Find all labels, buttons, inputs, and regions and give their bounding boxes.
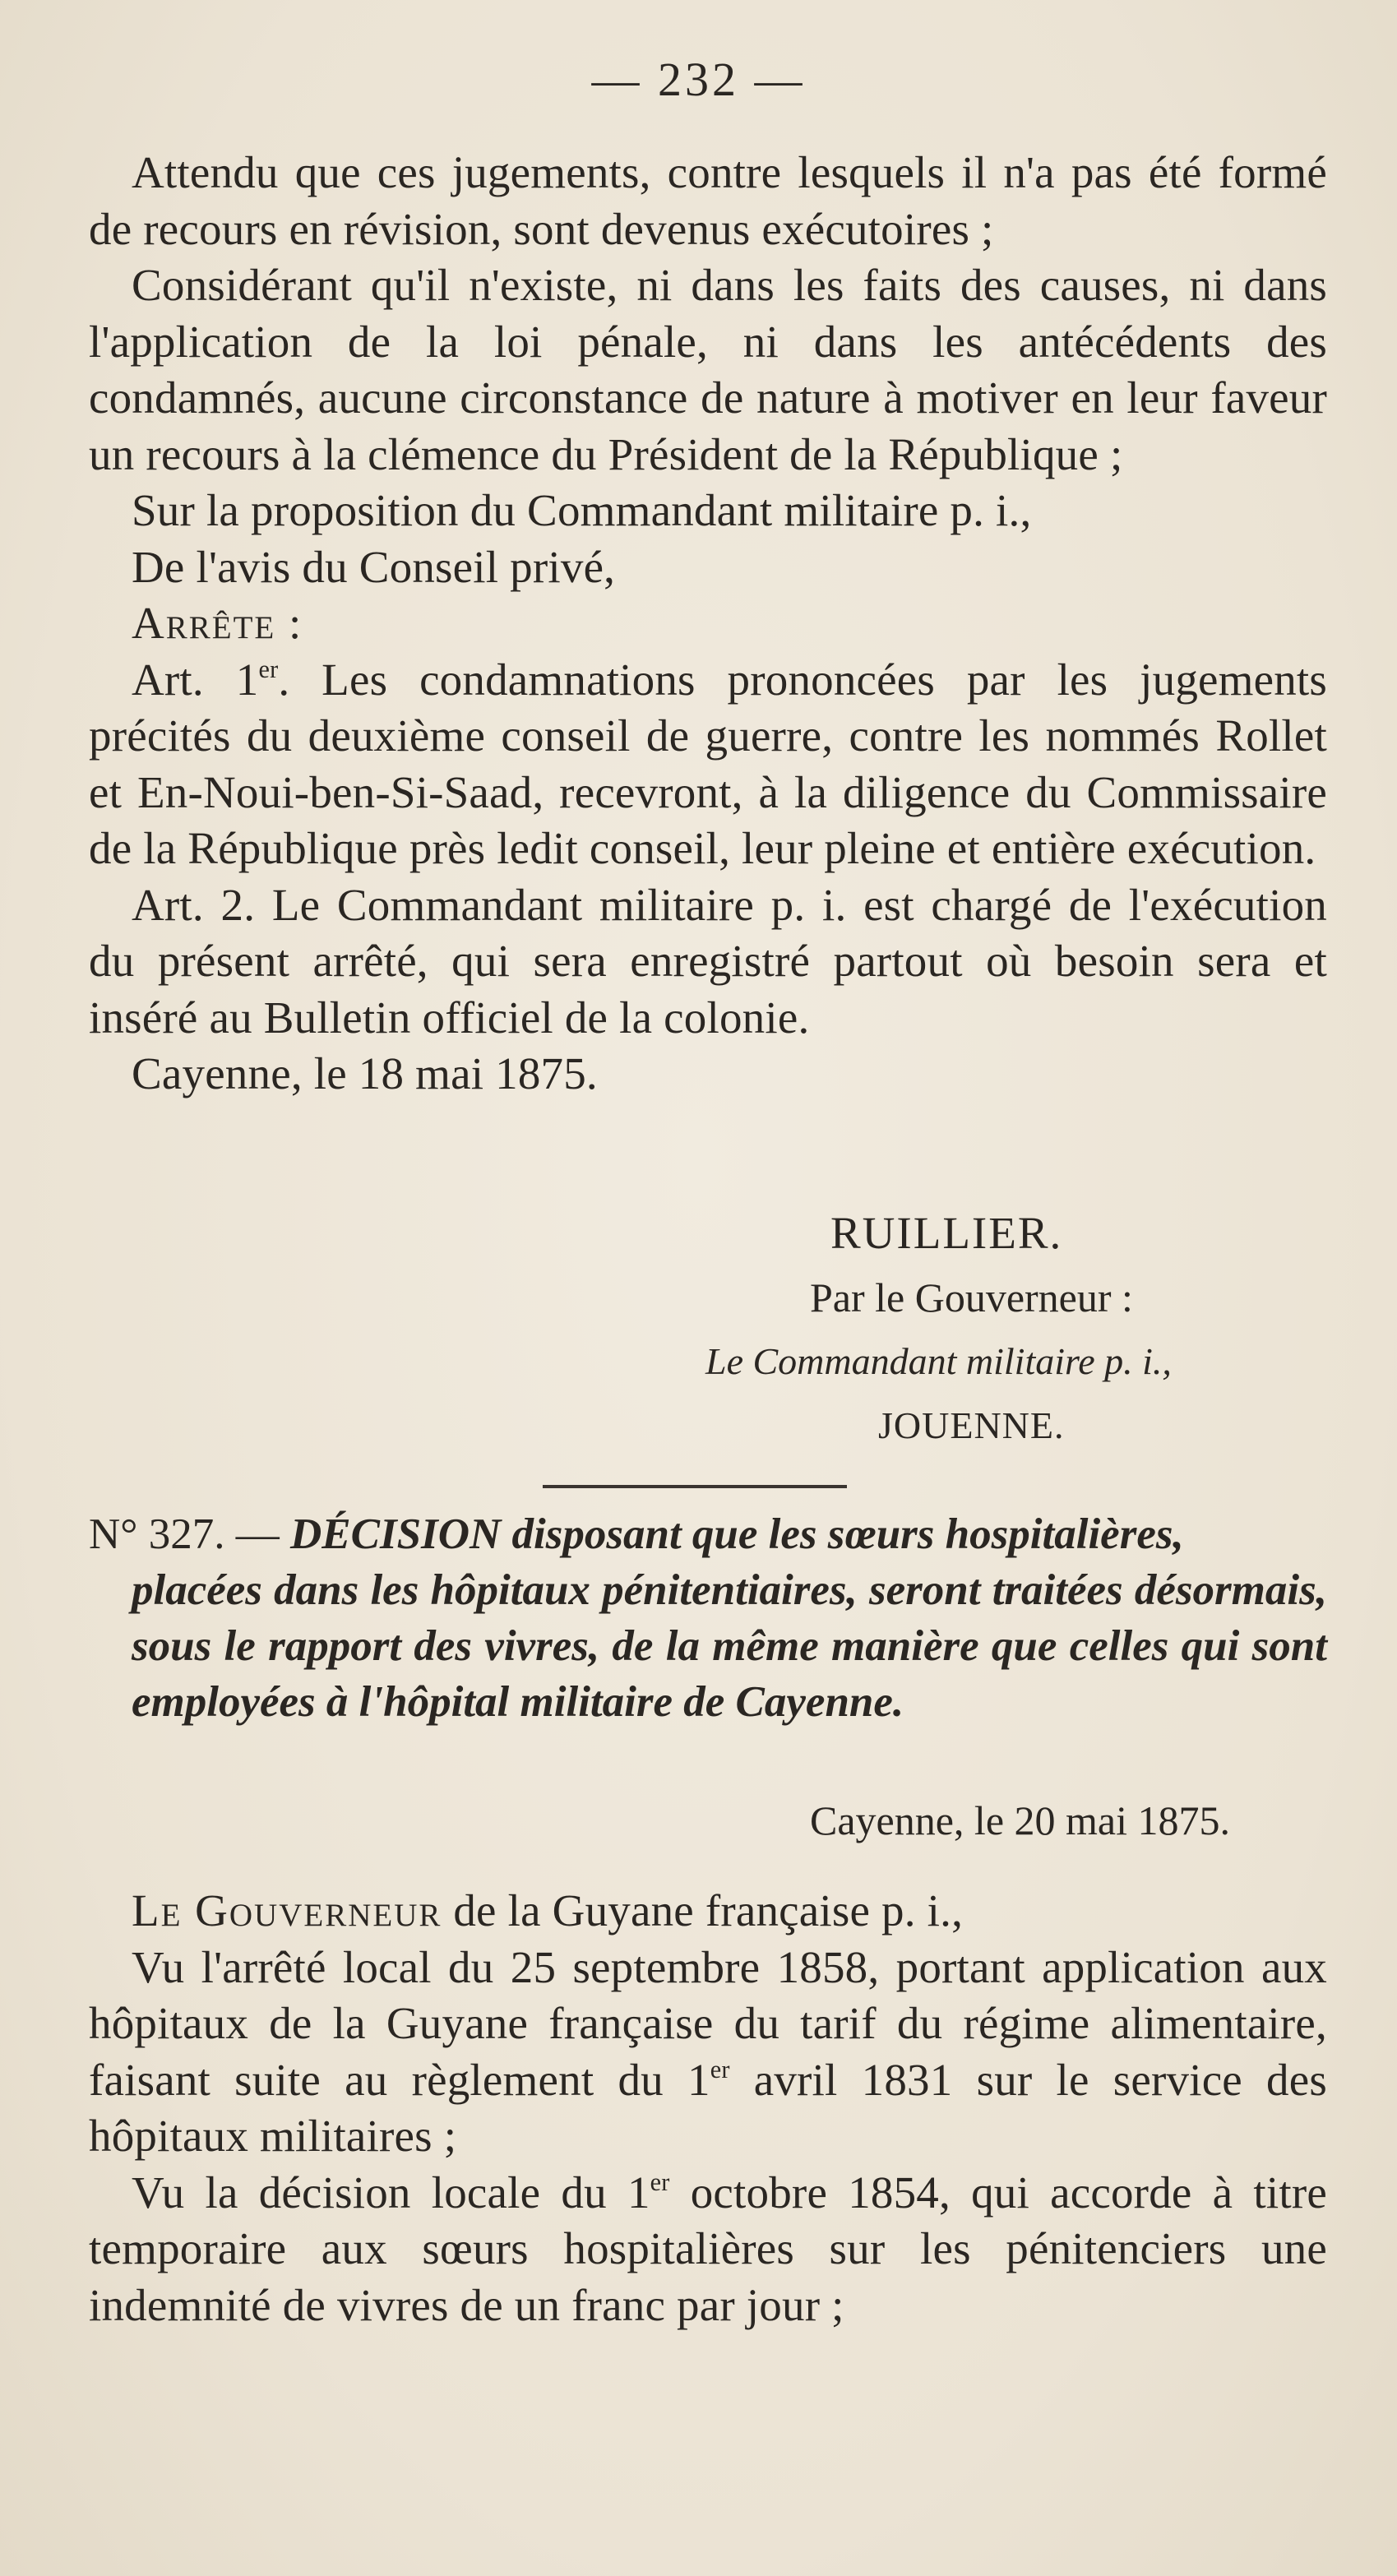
place-date-2: Cayenne, le 20 mai 1875. <box>810 1797 1230 1843</box>
vu-2-before: Vu la décision locale du 1 <box>132 2167 650 2218</box>
vu-2-sup: er <box>650 2167 670 2196</box>
page-number: — 232 — <box>591 53 806 106</box>
decision-continuation: placées dans les hôpitaux pénitentiaires, seront traitées désormais, sous le rapport des vivres, de la même manière que celles qui sont employées à l'hôpital militaire de Cayenne. <box>132 1566 1327 1726</box>
article-1-sup: er <box>258 654 279 683</box>
vu-1-before: Vu l'arrêté local du 25 septembre 1858, portant application aux hôpitaux de la Guyane française du tarif du régime alimentaire, faisant suite au règlement du 1 <box>89 1941 1327 2105</box>
article-1 <box>89 652 1327 877</box>
arrete-label: Arrête : <box>132 598 303 648</box>
paragraph-considerant: Considérant qu'il n'existe, ni dans les faits des causes, ni dans l'application de la loi pénale, ni dans les antécédents des condamnés, aucune circonstance de nature à motiver en leur faveur un recours à la clémence du Président de la République ; <box>89 260 1327 479</box>
paragraph-vu-1 <box>89 1940 1327 2165</box>
gouverneur-smallcaps: Le Gouverneur <box>132 1885 442 1935</box>
place-date-1: Cayenne, le 18 mai 1875. <box>132 1048 598 1098</box>
vu-2-after: octobre 1854, qui accorde à titre temporaire aux sœurs hospitalières sur les pénitenciers une indemnité de vivres de un franc par jour ; <box>89 2167 1327 2330</box>
article-2: Art. 2. Le Commandant militaire p. i. est chargé de l'exécution du présent arrêté, qui sera enregistré partout où besoin sera et inséré au Bulletin officiel de la colonie. <box>89 879 1327 1043</box>
vu-1-after: avril 1831 sur le service des hôpitaux militaires ; <box>89 2054 1327 2161</box>
decision-heading <box>89 1506 1327 1730</box>
paragraph-avis: De l'avis du Conseil privé, <box>132 541 616 592</box>
paragraph-attendu: Attendu que ces jugements, contre lesquels il n'a pas été formé de recours en révision, sont devenus exécutoires ; <box>89 147 1327 254</box>
signature-name-2: JOUENNE. <box>878 1404 1065 1446</box>
decision-number: N° 327. — <box>89 1510 290 1558</box>
paragraph-proposition: Sur la proposition du Commandant militaire p. i., <box>132 485 1032 535</box>
paragraph-vu-2 <box>89 2165 1327 2334</box>
decision-title: DÉCISION disposant que les sœurs hospitalières, <box>289 1510 1184 1558</box>
gouverneur-rest: de la Guyane française p. i., <box>442 1885 964 1935</box>
vu-1-sup: er <box>710 2055 730 2083</box>
text-block-top <box>89 145 1327 1103</box>
article-1-prefix: Art. 1 <box>132 654 259 705</box>
signature-role: Le Commandant militaire p. i., <box>705 1340 1172 1382</box>
section-divider <box>543 1485 847 1488</box>
text-block-bottom <box>89 1883 1327 2333</box>
arrete-heading <box>89 595 1327 652</box>
article-1-text: . Les condamnations prononcées par les jugements précités du deuxième conseil de guerre, contre les nommés Rollet et En-Noui-ben-Si-Saad, recevront, à la diligence du Commissaire de la République près ledit conseil, leur pleine et entière exécution. <box>89 654 1328 873</box>
signature-by: Par le Gouverneur : <box>810 1274 1133 1320</box>
signature-name: RUILLIER. <box>830 1208 1063 1258</box>
gouverneur-line <box>89 1883 1327 1940</box>
